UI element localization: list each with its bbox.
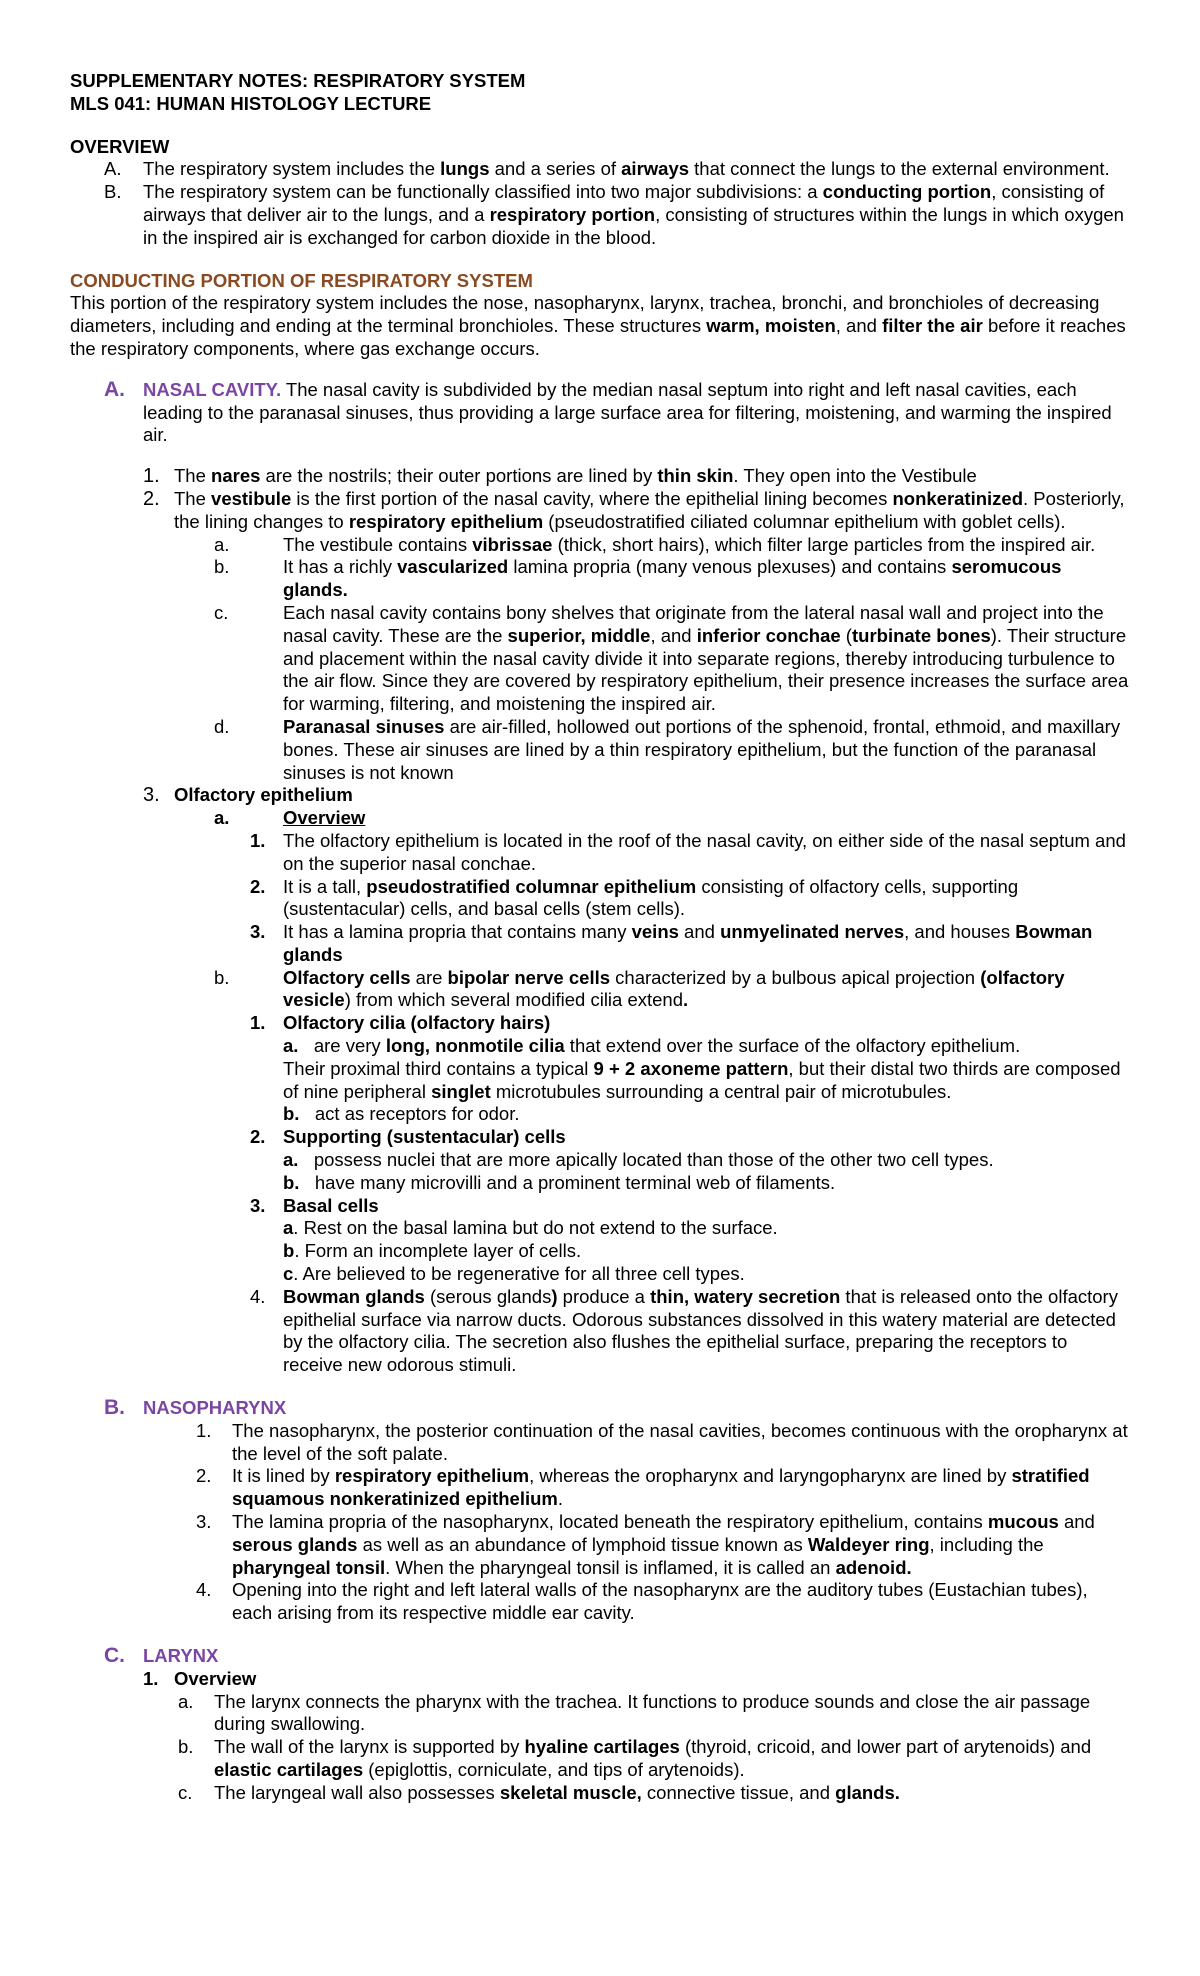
bold-term: Olfactory cells	[283, 966, 411, 988]
bold-term: skeletal muscle,	[499, 1781, 642, 1803]
bold-term: Paranasal sinuses	[283, 715, 445, 737]
bold-term: )	[551, 1285, 558, 1307]
bold-term: long, nonmotile cilia	[385, 1035, 565, 1057]
list-item	[70, 534, 1130, 557]
list-item-text: It is lined by respiratory epithelium, whereas the oropharynx and laryngopharynx are lined by stratified squamous nonkeratinized epithelium.	[232, 1465, 1090, 1510]
bold-term: turbinate bones	[851, 624, 991, 646]
list-item-text: The larynx connects the pharynx with the trachea. It functions to produce sounds and close the air passage during swallowing.	[214, 1690, 1091, 1735]
list-item	[70, 1149, 1130, 1195]
list-marker: 2.	[250, 875, 266, 897]
list-marker: A.	[104, 158, 122, 180]
list-marker: b.	[283, 1103, 300, 1125]
bold-term: vestibule	[211, 487, 292, 509]
list-item	[70, 465, 1130, 488]
bold-term: respiratory portion	[489, 203, 656, 225]
overview-item	[70, 181, 1130, 249]
list-item	[70, 1126, 1130, 1149]
bold-term: vibrissae	[472, 533, 553, 555]
list-item-text: possess nuclei that are more apically located than those of the other two cell types.	[313, 1149, 994, 1171]
list-item-text: . Rest on the basal lamina but do not extend to the surface.	[293, 1217, 778, 1239]
list-marker: c	[283, 1263, 294, 1285]
bold-term: singlet	[431, 1080, 491, 1102]
list-item	[70, 1195, 1130, 1218]
section-letter: A.	[104, 377, 125, 401]
bold-term: Bowman glands	[283, 921, 1093, 965]
overview-item-text: The respiratory system includes the lungs and a series of airways that connect the lungs to the external environment.	[143, 158, 1110, 180]
list-marker: 1.	[196, 1419, 212, 1441]
conducting-intro: This portion of the respiratory system includes the nose, nasopharynx, larynx, trachea, bronchi, and bronchioles of decreasing diameters, including and ending at the terminal bronchioles. These structures warm, moisten, and filter the air before it reaches the respiratory components, where gas exchange occurs.	[70, 292, 1126, 359]
section-title: NASAL CAVITY.	[143, 378, 282, 400]
cilia-heading: Olfactory cilia (olfactory hairs)	[283, 1012, 551, 1034]
bold-term: hyaline cartilages	[524, 1736, 680, 1758]
list-marker: 4.	[250, 1285, 266, 1307]
bold-term: lungs	[440, 158, 490, 180]
basal-cells-heading: Basal cells	[283, 1194, 379, 1216]
list-marker: b	[283, 1240, 295, 1262]
bold-term: veins	[631, 921, 679, 943]
bold-term: unmyelinated nerves	[720, 921, 905, 943]
list-item-text: Each nasal cavity contains bony shelves that originate from the lateral nasal wall and project into the nasal cavity. These are the superior, middle, and inferior conchae (turbinate bones). Their structure and placement within the nasal cavity divide it into separate regions, thereby introducing turbulence to the air flow. Since they are covered by respiratory epithelium, their presence increases the surface area for warming, filtering, and moistening the inspired air.	[283, 601, 1129, 715]
list-item	[70, 1465, 1130, 1511]
list-item	[70, 1217, 1130, 1285]
list-marker: 2.	[143, 487, 160, 510]
list-item-text: The laryngeal wall also possesses skeletal muscle, connective tissue, and glands.	[214, 1781, 900, 1803]
list-item-text: It has a lamina propria that contains many veins and unmyelinated nerves, and houses Bowman glands	[283, 921, 1093, 965]
list-marker: 2.	[250, 1126, 266, 1148]
overview-subheading: Overview	[283, 807, 366, 829]
list-item-text: Their proximal third contains a typical 9 + 2 axoneme pattern, but their distal two thirds are composed of nine peripheral singlet microtubules surrounding a central pair of microtubules.	[283, 1057, 1121, 1102]
bold-term: pseudostratified columnar epithelium	[366, 875, 697, 897]
list-item-text: Olfactory cells are bipolar nerve cells characterized by a bulbous apical projection (olfactory vesicle) from which several modified cilia extend.	[283, 966, 1065, 1011]
list-marker: c.	[214, 601, 229, 623]
list-item-text: Paranasal sinuses are air-filled, hollowed out portions of the sphenoid, frontal, ethmoid, and maxillary bones. These air sinuses are lined by a thin respiratory epithelium, but the function of the paranasal sinuses is not known	[283, 715, 1121, 783]
list-item-text: have many microvilli and a prominent terminal web of filaments.	[314, 1171, 836, 1193]
list-item	[70, 488, 1130, 534]
list-item	[70, 876, 1130, 922]
list-marker: 3.	[250, 921, 266, 943]
list-marker: a.	[214, 533, 230, 555]
list-marker: a.	[283, 1035, 299, 1057]
list-marker: b.	[178, 1736, 194, 1758]
list-item-text: are very long, nonmotile cilia that extend over the surface of the olfactory epithelium.	[313, 1035, 1021, 1057]
list-item	[70, 807, 1130, 830]
olfactory-epithelium-heading: Olfactory epithelium	[174, 784, 353, 806]
bold-term: seromucous glands.	[283, 556, 1062, 601]
section-nasal-cavity	[70, 379, 1130, 447]
list-item-text: act as receptors for odor.	[314, 1103, 520, 1125]
bold-term: 9 + 2 axoneme pattern	[593, 1057, 789, 1079]
bold-term: warm, moisten	[706, 315, 836, 337]
bold-term: filter the air	[882, 315, 983, 337]
bold-term: pharyngeal tonsil	[232, 1556, 386, 1578]
list-marker: a.	[178, 1690, 194, 1712]
bold-term: mucous	[987, 1511, 1059, 1533]
section-intro: The nasal cavity is subdivided by the median nasal septum into right and left nasal cavities, each leading to the paranasal sinuses, thus providing a large surface area for filtering, moistening, and warming the inspired air.	[143, 378, 1112, 446]
list-item	[70, 602, 1130, 716]
list-marker: 3.	[196, 1511, 212, 1533]
list-item-text: Opening into the right and left lateral walls of the nasopharynx are the auditory tubes (Eustachian tubes), each arising from its respective middle ear cavity.	[232, 1579, 1088, 1624]
list-item-text: . Form an incomplete layer of cells.	[294, 1240, 582, 1262]
list-item-text: The olfactory epithelium is located in the roof of the nasal cavity, on either side of the nasal septum and on the superior nasal conchae.	[283, 829, 1126, 874]
section-letter: C.	[104, 1644, 125, 1667]
section-larynx	[70, 1645, 1130, 1668]
list-marker: 1.	[250, 829, 266, 851]
bold-term: Bowman glands	[283, 1285, 425, 1307]
bold-term: respiratory epithelium	[348, 510, 544, 532]
list-item	[70, 1012, 1130, 1035]
larynx-overview-heading: Overview	[174, 1667, 257, 1689]
doc-title: SUPPLEMENTARY NOTES: RESPIRATORY SYSTEM	[70, 70, 526, 91]
list-item-text: Bowman glands (serous glands) produce a thin, watery secretion that is released onto the olfactory epithelial surface via narrow ducts. Odorous substances dissolved in this watery material are detected by the olfactory cilia. The secretion also flushes the epithelial surface, preparing the receptors to receive new odorous stimuli.	[283, 1285, 1118, 1376]
bold-term: nares	[211, 465, 261, 487]
list-marker: a	[283, 1217, 294, 1239]
list-marker: c.	[178, 1781, 193, 1803]
bold-term: (olfactory vesicle	[283, 966, 1065, 1011]
document-page	[70, 70, 1130, 1805]
list-item	[70, 1691, 1130, 1737]
list-item	[70, 830, 1130, 876]
list-marker: a.	[283, 1149, 299, 1171]
bold-term: superior, middle	[507, 624, 651, 646]
bold-term: elastic cartilages	[214, 1758, 364, 1780]
list-item	[70, 1668, 1130, 1691]
list-item-text: It is a tall, pseudostratified columnar epithelium consisting of olfactory cells, supporting (sustentacular) cells, and basal cells (stem cells).	[283, 875, 1019, 920]
section-title: LARYNX	[143, 1645, 219, 1666]
list-item-text: The lamina propria of the nasopharynx, located beneath the respiratory epithelium, contains mucous and serous glands as well as an abundance of lymphoid tissue known as Waldeyer ring, including the pharyngeal tonsil. When the pharyngeal tonsil is inflamed, it is called an adenoid.	[232, 1511, 1095, 1578]
list-item	[70, 921, 1130, 967]
list-item	[70, 1035, 1130, 1126]
list-item-text: The vestibule contains vibrissae (thick, short hairs), which filter large particles from the inspired air.	[283, 533, 1096, 555]
list-item-text: It has a richly vascularized lamina propria (many venous plexuses) and contains seromucous glands.	[283, 556, 1062, 601]
list-item	[70, 556, 1130, 602]
bold-term: inferior conchae	[696, 624, 841, 646]
list-marker: 1.	[143, 465, 160, 488]
bold-term: vascularized	[397, 556, 509, 578]
bold-term: adenoid.	[835, 1556, 912, 1578]
section-nasopharynx	[70, 1397, 1130, 1420]
bold-term: Waldeyer ring	[807, 1533, 930, 1555]
overview-heading: OVERVIEW	[70, 135, 170, 157]
list-item-text: The nasopharynx, the posterior continuation of the nasal cavities, becomes continuous with the oropharynx at the level of the soft palate.	[232, 1419, 1128, 1464]
bold-term: thin skin	[657, 465, 734, 487]
list-marker: 1.	[250, 1012, 266, 1034]
list-marker: b.	[283, 1171, 300, 1193]
list-marker: b.	[214, 966, 230, 988]
list-marker: d.	[214, 715, 230, 737]
list-item-text: . Are believed to be regenerative for all three cell types.	[293, 1263, 745, 1285]
section-letter: B.	[104, 1396, 125, 1420]
supporting-cells-heading: Supporting (sustentacular) cells	[283, 1126, 566, 1148]
doc-subtitle: MLS 041: HUMAN HISTOLOGY LECTURE	[70, 92, 432, 114]
list-marker: 1.	[143, 1667, 159, 1689]
overview-item	[70, 158, 1130, 181]
list-item	[70, 1736, 1130, 1782]
list-item	[70, 1511, 1130, 1579]
list-marker: a.	[214, 807, 230, 829]
overview-item-text: The respiratory system can be functionally classified into two major subdivisions: a conducting portion, consisting of airways that deliver air to the lungs, and a respiratory portion, consisting of structures within the lungs in which oxygen in the inspired air is exchanged for carbon dioxide in the blood.	[143, 181, 1124, 248]
bold-term: glands.	[835, 1781, 900, 1803]
section-title: NASOPHARYNX	[143, 1397, 287, 1419]
list-item	[70, 1782, 1130, 1805]
list-item	[70, 1286, 1130, 1377]
list-item	[70, 1420, 1130, 1466]
bold-term: nonkeratinized	[892, 487, 1024, 509]
list-marker: 3.	[250, 1194, 266, 1216]
list-item	[70, 1579, 1130, 1625]
list-marker: 2.	[196, 1465, 212, 1487]
list-marker: B.	[104, 181, 122, 203]
bold-term: airways	[621, 158, 690, 180]
bold-term: .	[683, 989, 689, 1011]
bold-term: conducting portion	[822, 181, 992, 203]
list-item	[70, 784, 1130, 807]
bold-term: respiratory epithelium	[334, 1465, 530, 1487]
list-marker: 4.	[196, 1579, 212, 1601]
bold-term: serous glands	[232, 1533, 358, 1555]
list-item-text: The nares are the nostrils; their outer portions are lined by thin skin. They open into the Vestibule	[174, 465, 977, 487]
list-item	[70, 716, 1130, 784]
list-marker: b.	[214, 556, 230, 578]
bold-term: bipolar nerve cells	[447, 966, 611, 988]
bold-term: stratified squamous nonkeratinized epithelium	[232, 1465, 1090, 1510]
list-item-text: The vestibule is the first portion of the nasal cavity, where the epithelial lining becomes nonkeratinized. Posteriorly, the lining changes to respiratory epithelium (pseudostratified ciliated columnar epithelium with goblet cells).	[174, 487, 1125, 532]
bold-term: thin, watery secretion	[650, 1285, 841, 1307]
list-item-text: The wall of the larynx is supported by hyaline cartilages (thyroid, cricoid, and lower part of arytenoids) and elastic cartilages (epiglottis, corniculate, and tips of arytenoids).	[214, 1736, 1092, 1780]
list-marker: 3.	[143, 784, 160, 807]
list-item	[70, 967, 1130, 1013]
conducting-heading: CONDUCTING PORTION OF RESPIRATORY SYSTEM	[70, 269, 533, 291]
